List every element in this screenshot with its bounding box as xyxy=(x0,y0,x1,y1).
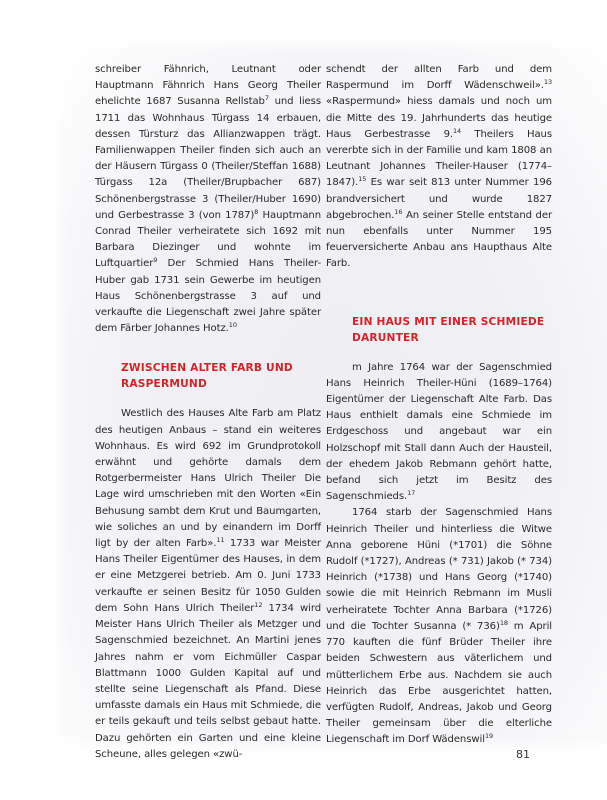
footnote-ref: 12 xyxy=(254,600,263,609)
text-run: 1734 wird Meister Hans Ulrich Theiler als Metzger und Sagenschmied bezeichnet. An Martini jenes Jahres nahm er vom Eichmüller Caspar Blattmann 1000 Gulden Kapital auf und stellte seine Liegenschaft als Pfand. Diese umfasste damals ein Haus mit Schmiede, die er teils gekauft und teils selbst gebaut hatte. Dazu gehörten ein Garten und eine kleine Scheune, alles gelegen «zwü- xyxy=(95,602,321,760)
footnote-ref: 11 xyxy=(216,536,225,545)
text-run: 1733 war Meister Hans Theiler Eigentümer des Hauses, in dem er eine Metzgerei betrieb. Am 0. Juni 1733 verkaufte er seinen Besitz für 1050 Gulden dem Sohn Hans Ulrich Theiler xyxy=(95,538,321,614)
text-run: m April 770 kauften die fünf Brüder Theiler ihre beiden Schwestern aus väterlichem und mütterlichem Erbe aus. Nachdem sie auch Heinrich das Erbe ausgerichtet hatten, verfügten Rudolf, Andreas, Jakob und Georg Theiler gemeinsam über die elterliche Liegenschaft im Dorf Wädenswil xyxy=(326,620,553,746)
footnote-ref: 14 xyxy=(453,126,462,135)
text-run: und liess 1711 das Wohnhaus Türgass 14 erbauen, dessen Türsturz das Allianzwappen trägt. Familienwappen Theiler finden sich auch an der Häusern Türgass 0 (Theiler/Steffan 1688) Türgass 12a (Theiler/Brupbacher 687) Schönenbergstrasse 3 (Theiler/Huber 1690) und Gerbestrasse 3 (von 1787) xyxy=(95,96,321,221)
footnote-ref: 17 xyxy=(407,489,416,498)
section-heading-zwischen-alter-farb: ZWISCHEN ALTER FARB UND RASPERMUND xyxy=(121,362,293,391)
page-number: 81 xyxy=(516,748,530,761)
footnote-ref: 16 xyxy=(394,207,403,216)
text-run: m Jahre 1764 war der Sagenschmied Hans Heinrich Theiler-Hüni (1689–1764) Eigentümer der Liegenschaft Alte Farb. Das Haus enthielt damals eine Schmiede im Erdgeschoss und angebaut war ein Holzschopf mit Stall dann Auch der Hausteil, der ehedem Jakob Rebmann gehört hatte, befand sich jetzt im Besitz des Sagenschmieds. xyxy=(326,361,552,503)
text-run: An seiner Stelle entstand der nun ebenfalls unter Nummer 195 feuerversicherte Anbau ans Haupthaus Alte Farb. xyxy=(326,209,552,270)
section-heading-ein-haus-mit-schmiede: EIN HAUS MIT EINER SCHMIEDE DARUNTER xyxy=(352,315,545,344)
left-column xyxy=(95,62,321,763)
paragraph-left-2 xyxy=(95,406,321,762)
footnote-ref: 9 xyxy=(153,256,158,265)
text-run: Westlich des Hauses Alte Farb am Platz des heutigen Anbaus – stand ein weiteres Wohnhaus. Es wird 692 im Grundprotokoll erwähnt und gehörte damals dem Rotgerbermeister Hans Ulrich Theiler Die Lage wird umschrieben mit den Worten «Ein Behusung sambt dem Krut und Baumgarten, wie soliches an und by einandern im Dorff ligt by der alten Farb». xyxy=(95,408,321,550)
right-column xyxy=(326,62,552,749)
footnote-ref: 8 xyxy=(254,207,259,216)
text-run: 1764 starb der Sagenschmied Hans Heinrich Theiler und hinterliess die Witwe Anna geborene Hüni (*1701) die Söhne Rudolf (*1727), Andreas (* 731) Jakob (* 734) Heinrich (*1738) und Hans Georg (*1740) sowie die mit Heinrich Rebmann im Musli verheiratete Tochter Anna Barbara (*1726) und die Tochter Susanna (* 736) xyxy=(326,507,552,632)
text-run: Es war seit 813 unter Nummer 196 brandversichert und wurde 1827 abgebrochen. xyxy=(326,177,552,221)
paragraph-right-1 xyxy=(326,62,552,273)
text-run: «Raspermund» hiess damals und noch um die Mitte des 19. Jahrhunderts das heutige Haus Gerbestrasse 9. xyxy=(326,96,552,140)
text-run: Hauptmann Conrad Theiler verheiratete sich 1692 mit Barbara Diezinger und wohnte im Luftquartier xyxy=(95,209,321,270)
text-run: schreiber Fähnrich, Leutnant oder Hauptmann Fähnrich Hans Georg Theiler ehelichte 1687 Susanna Rellstab xyxy=(95,64,321,108)
paragraph-right-2 xyxy=(326,360,552,506)
footnote-ref: 19 xyxy=(484,732,494,741)
footnote-ref: 18 xyxy=(499,618,508,627)
footnote-ref: 7 xyxy=(264,94,269,103)
footnote-ref: 13 xyxy=(543,78,552,87)
text-run: Der Schmied Hans Theiler-Huber gab 1731 sein Gewerbe im heutigen Haus Schönenbergstrasse 3 auf und verkaufte die Liegenschaft zwei Jahre später dem Färber Johannes Hotz. xyxy=(95,258,321,335)
paragraph-left-1 xyxy=(95,62,321,337)
paragraph-right-3 xyxy=(326,505,552,748)
text-run: Theilers Haus vererbte sich in der Familie und kam 1808 an Leutnant Johannes Theiler-Hauser (1774–1847). xyxy=(326,128,552,189)
footnote-ref: 15 xyxy=(358,175,367,184)
text-run: schendt der allten Farb und dem Raspermund im Dorff Wädenschweil». xyxy=(326,64,552,92)
footnote-ref: 10 xyxy=(228,321,237,330)
